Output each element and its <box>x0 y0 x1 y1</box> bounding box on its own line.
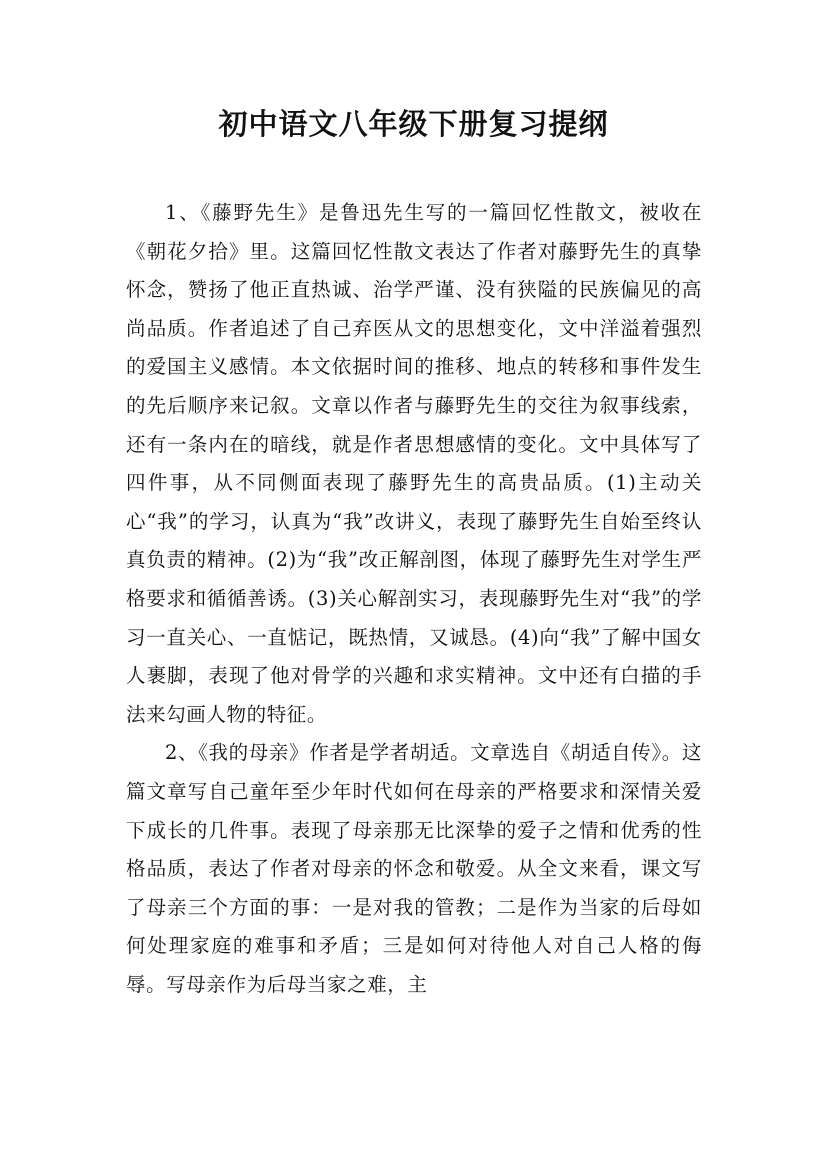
document-title: 初中语文八年级下册复习提纲 <box>218 107 609 141</box>
paragraph-fujino: 1、《藤野先生》是鲁迅先生写的一篇回忆性散文，被收在《朝花夕拾》里。这篇回忆性散文表达了作者对藤野先生的真挚怀念，赞扬了他正直热诚、治学严谨、没有狭隘的民族偏见的高尚品质。作者追述了自己弃医从文的思想变化，文中洋溢着强烈的爱国主义感情。本文依据时间的推移、地点的转移和事件发生的先后顺序来记叙。文章以作者与藤野先生的交往为叙事线索，还有一条内在的暗线，就是作者思想感情的变化。文中具体写了四件事，从不同侧面表现了藤野先生的高贵品质。(1)主动关心“我”的学习，认真为“我”改讲义，表现了藤野先生自始至终认真负责的精神。(2)为“我”改正解剖图，体现了藤野先生对学生严格要求和循循善诱。(3)关心解剖实习，表现藤野先生对“我”的学习一直关心、一直惦记，既热情，又诚恳。(4)向“我”了解中国女人裹脚，表现了他对骨学的兴趣和求实精神。文中还有白描的手法来勾画人物的特征。 <box>126 201 702 726</box>
document-body <box>126 194 702 1004</box>
paragraph-my-mother: 2、《我的母亲》作者是学者胡适。文章选自《胡适自传》。这篇文章写自己童年至少年时代如何在母亲的严格要求和深情关爱下成长的几件事。表现了母亲那无比深挚的爱子之情和优秀的性格品质，表达了作者对母亲的怀念和敬爱。从全文来看，课文写了母亲三个方面的事：一是对我的管教；二是作为当家的后母如何处理家庭的难事和矛盾；三是如何对待他人对自己人格的侮辱。写母亲作为后母当家之难，主 <box>126 741 702 996</box>
